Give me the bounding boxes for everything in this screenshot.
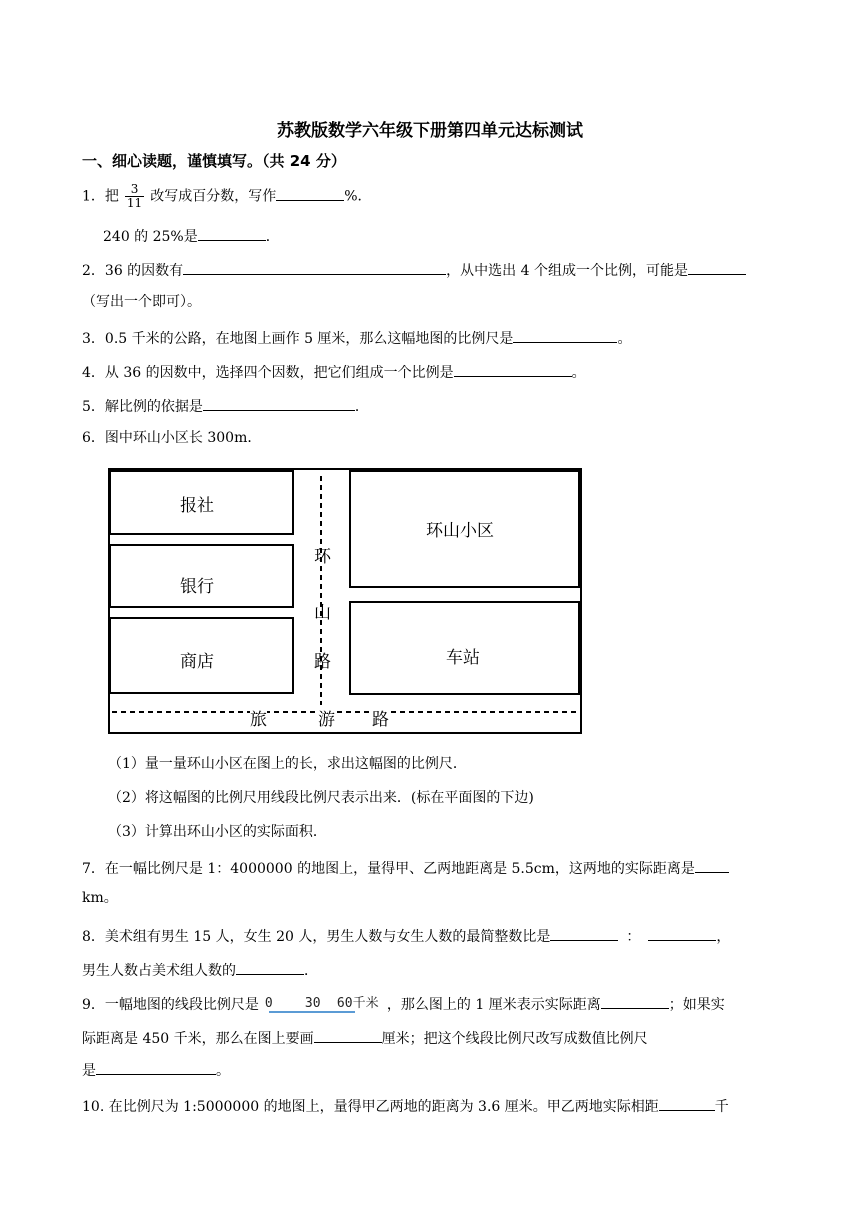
town-map: [108, 468, 582, 734]
label-road-v-1: 环: [314, 547, 331, 567]
fraction: [125, 183, 144, 210]
question-10: [82, 1094, 729, 1117]
question-6-sub-1: [108, 754, 467, 774]
answer-blank[interactable]: [513, 326, 617, 343]
q3-text: 3．0.5 千米的公路，在地图上画作 5 厘米，那么这幅地图的比例尺是: [82, 331, 514, 347]
scale-label-0: 0: [264, 996, 273, 1011]
label-road-h-2: 游: [318, 705, 335, 730]
q4-end: 。: [571, 365, 586, 381]
q4-text: 4．从 36 的因数中，选择四个因数，把它们组成一个比例是: [82, 365, 454, 381]
q8-text: 8．美术组有男生 15 人，女生 20 人，男生人数与女生人数的最简整数比是: [82, 929, 551, 945]
q8-end: ，: [716, 929, 731, 945]
question-8-line-1: [82, 924, 730, 947]
q9-text: 9．一幅地图的线段比例尺是: [82, 997, 259, 1013]
section-heading: 一、细心读题，谨慎填写。（共 24 分）: [82, 152, 346, 170]
label-baoshe: 报社: [180, 496, 214, 516]
label-shangdian: 商店: [180, 652, 214, 672]
question-9-line-1: [82, 992, 725, 1016]
q5-text: 5．解比例的依据是: [82, 399, 203, 415]
question-7-line-1: [82, 856, 729, 879]
q2-text-mid: ，从中选出 4 个组成一个比例，可能是: [446, 263, 688, 279]
fraction-numerator: 3: [125, 183, 144, 197]
question-6-sub-3: [108, 822, 327, 842]
answer-blank[interactable]: [550, 924, 618, 941]
question-2-line-2: [82, 292, 201, 312]
q7-text: 7．在一幅比例尺是 1：4000000 的地图上，量得甲、乙两地距离是 5.5cm，这两地的实际距离是: [82, 861, 695, 877]
q6-sub2-text: （2）将这幅图的比例尺用线段比例尺表示出来．(标在平面图的下边): [108, 790, 534, 806]
answer-blank[interactable]: [198, 224, 266, 241]
answer-blank[interactable]: [601, 992, 669, 1009]
q9-text-end: ；如果实: [668, 997, 725, 1013]
q2-text-line2: （写出一个即可）。: [82, 294, 201, 310]
question-4: [82, 360, 586, 383]
question-6-sub-2: [108, 788, 534, 808]
answer-blank[interactable]: [236, 958, 304, 975]
label-yinhang: 银行: [180, 577, 214, 597]
q1b-text: 240 的 25%是: [103, 229, 198, 245]
question-1-line-2: [103, 224, 280, 247]
answer-blank[interactable]: [688, 258, 746, 275]
page-title: 苏教版数学六年级下册第四单元达标测试: [277, 121, 583, 141]
q1b-end: ．: [265, 229, 280, 245]
label-huanshan: 环山小区: [426, 521, 494, 541]
q10-end: 千: [714, 1099, 729, 1115]
answer-blank[interactable]: [96, 1058, 216, 1075]
q6-sub1-text: （1）量一量环山小区在图上的长，求出这幅图的比例尺．: [108, 756, 467, 772]
q7-text-line2: km。: [82, 890, 118, 906]
answer-blank[interactable]: [659, 1094, 715, 1111]
q9-text-line3: 是: [82, 1063, 96, 1079]
scale-label-30: 30: [304, 996, 321, 1011]
q5-end: ．: [354, 399, 369, 415]
label-road-v-3: 路: [314, 652, 331, 672]
q6-text: 6．图中环山小区长 300m．: [82, 430, 262, 446]
line-segment-scale: [265, 994, 381, 1016]
label-road-v-2: 山: [314, 603, 331, 623]
answer-blank[interactable]: [203, 394, 355, 411]
answer-blank[interactable]: [276, 184, 344, 201]
question-9-line-2: [82, 1026, 648, 1049]
q1-text-post: 改写成百分数，写作: [150, 188, 277, 205]
q3-end: 。: [617, 331, 632, 347]
question-9-line-3: [82, 1058, 230, 1081]
question-1-line-1: [82, 183, 372, 210]
label-chezhan: 车站: [446, 648, 480, 668]
question-8-line-2: [82, 958, 318, 981]
answer-blank[interactable]: [648, 924, 716, 941]
question-3: [82, 326, 631, 349]
label-road-h-1: 旅: [250, 705, 267, 730]
q9-line2-end: 厘米；把这个线段比例尺改写成数值比例尺: [381, 1031, 648, 1047]
label-road-h-3: 路: [372, 705, 389, 730]
q8-colon: ：: [626, 929, 641, 945]
q6-sub3-text: （3）计算出环山小区的实际面积．: [108, 824, 327, 840]
scale-label-60: 60千米: [336, 996, 379, 1011]
fraction-denominator: 11: [126, 196, 143, 210]
q1-text-end: %．: [344, 188, 372, 205]
q9-line3-end: 。: [216, 1063, 230, 1079]
scale-bar-line: [269, 1011, 355, 1013]
q9-text-line2: 际距离是 450 千米，那么在图上要画: [82, 1031, 314, 1047]
q9-text-mid: ，那么图上的 1 厘米表示实际距离: [386, 997, 601, 1013]
q10-text: 10. 在比例尺为 1:5000000 的地图上，量得甲乙两地的距离为 3.6 厘米。甲乙两地实际相距: [82, 1099, 659, 1115]
answer-blank[interactable]: [183, 258, 446, 275]
q8-line2-end: ．: [304, 963, 318, 979]
question-6: [82, 428, 261, 448]
question-7-line-2: [82, 888, 118, 908]
question-2-line-1: [82, 258, 746, 281]
q2-text: 2．36 的因数有: [82, 263, 184, 279]
q8-text-line2: 男生人数占美术组人数的: [82, 963, 236, 979]
answer-blank[interactable]: [695, 856, 729, 873]
answer-blank[interactable]: [454, 360, 572, 377]
answer-blank[interactable]: [314, 1026, 382, 1043]
question-5: [82, 394, 369, 417]
q1-text-pre: 1．把: [82, 188, 119, 205]
